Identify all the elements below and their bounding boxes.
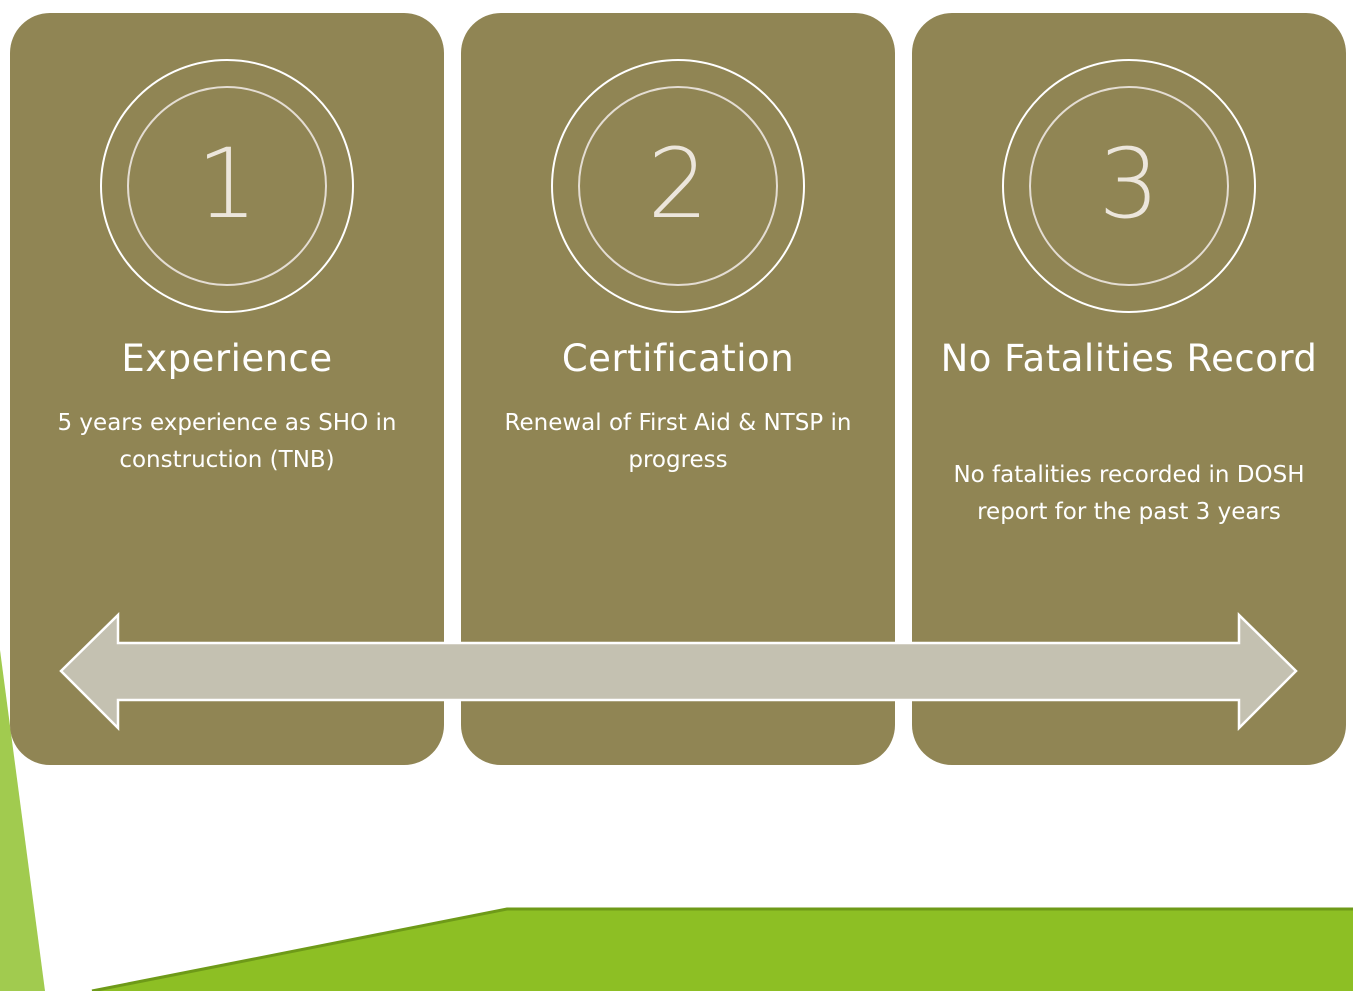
step-title: Certification (561, 337, 795, 380)
step-number: 3 (1098, 128, 1160, 240)
step-number: 2 (647, 128, 709, 240)
step-description: Renewal of First Aid & NTSP in progress (504, 410, 852, 473)
step-number: 1 (196, 128, 258, 240)
step-description: No fatalities recorded in DOSH report for the past 3 years (953, 462, 1305, 525)
step-description: 5 years experience as SHO in construction (TNB) (57, 410, 397, 473)
double-headed-arrow-shape (61, 615, 1296, 728)
step-title: Experience (121, 337, 333, 380)
step-title: No Fatalities Record (940, 337, 1318, 380)
